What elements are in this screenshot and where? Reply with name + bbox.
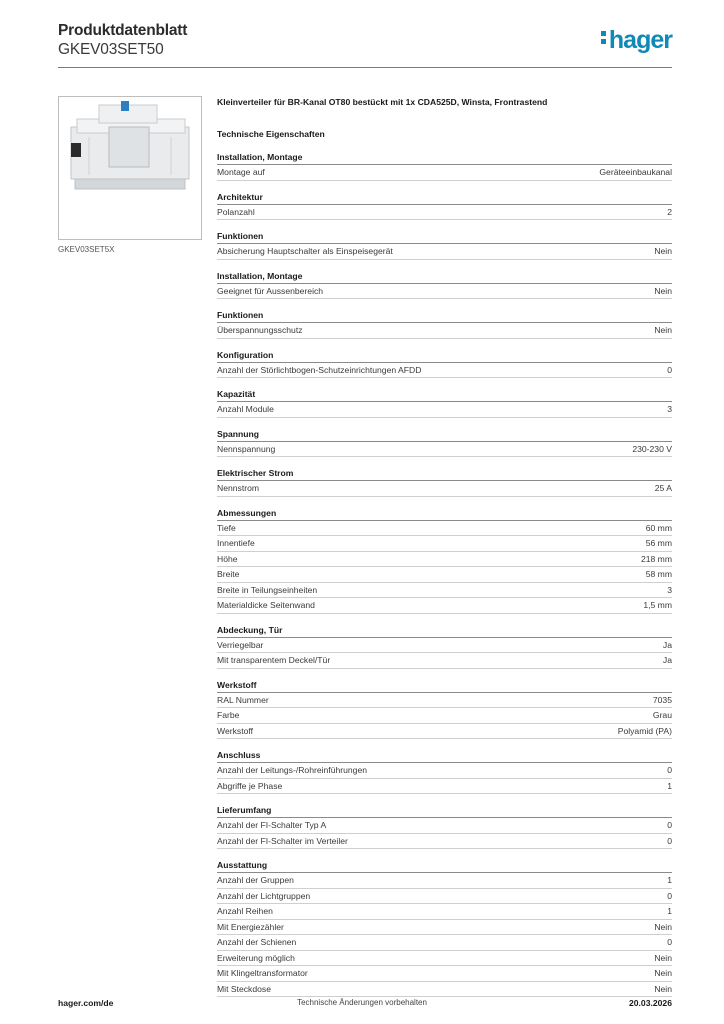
section-heading: Elektrischer Strom xyxy=(217,467,672,481)
property-value: 56 mm xyxy=(645,538,672,548)
property-value: 25 A xyxy=(654,483,672,493)
property-section xyxy=(217,428,672,458)
property-value: Nein xyxy=(654,968,672,978)
section-heading: Ausstattung xyxy=(217,859,672,873)
property-row xyxy=(217,323,672,339)
property-value: Nein xyxy=(654,285,672,296)
property-label: Breite xyxy=(217,569,240,579)
property-section xyxy=(217,624,672,669)
property-label: Höhe xyxy=(217,553,238,564)
property-row xyxy=(217,693,672,709)
property-value: Grau xyxy=(652,710,672,720)
property-section xyxy=(217,349,672,379)
property-label: Farbe xyxy=(217,710,240,720)
property-value: 0 xyxy=(667,890,672,901)
property-section xyxy=(217,191,672,221)
property-row xyxy=(217,205,672,221)
header-divider xyxy=(58,67,672,68)
property-value: 0 xyxy=(667,937,672,947)
property-section xyxy=(217,804,672,849)
property-value: 3 xyxy=(667,584,672,595)
property-label: Breite in Teilungseinheiten xyxy=(217,584,318,595)
property-value: 0 xyxy=(667,765,672,775)
section-heading: Installation, Montage xyxy=(217,151,672,165)
property-label: Tiefe xyxy=(217,522,236,533)
property-value: Ja xyxy=(662,639,672,650)
property-row xyxy=(217,889,672,905)
property-row xyxy=(217,724,672,740)
distribution-box-icon xyxy=(59,97,201,239)
section-heading: Abdeckung, Tür xyxy=(217,624,672,638)
section-heading: Anschluss xyxy=(217,749,672,763)
property-value: 1 xyxy=(667,875,672,885)
property-label: Überspannungsschutz xyxy=(217,325,303,335)
property-value: Ja xyxy=(662,655,672,665)
property-row xyxy=(217,779,672,795)
property-label: Montage auf xyxy=(217,167,265,177)
property-section xyxy=(217,309,672,339)
property-row xyxy=(217,935,672,951)
property-label: Polanzahl xyxy=(217,206,255,217)
property-row xyxy=(217,521,672,537)
property-section xyxy=(217,859,672,997)
property-row xyxy=(217,567,672,583)
property-value: 0 xyxy=(667,835,672,846)
property-row xyxy=(217,818,672,834)
footer-date: 20.03.2026 xyxy=(628,998,672,1008)
property-label: Mit Klingeltransformator xyxy=(217,968,308,978)
property-value: 1 xyxy=(667,906,672,916)
property-section xyxy=(217,749,672,794)
property-section xyxy=(217,679,672,740)
property-row xyxy=(217,834,672,850)
property-row xyxy=(217,165,672,181)
property-row xyxy=(217,653,672,669)
property-row xyxy=(217,536,672,552)
property-label: Abgriffe je Phase xyxy=(217,780,283,791)
property-row xyxy=(217,244,672,260)
section-heading: Werkstoff xyxy=(217,679,672,693)
property-row xyxy=(217,638,672,654)
logo-colon-icon xyxy=(601,28,606,47)
property-value: 60 mm xyxy=(645,522,672,533)
property-value: 230-230 V xyxy=(632,443,672,454)
property-value: 2 xyxy=(667,206,672,217)
product-image-caption: GKEV03SET5X xyxy=(58,245,115,254)
properties-list xyxy=(217,151,672,997)
property-label: RAL Nummer xyxy=(217,694,269,705)
property-label: Geeignet für Aussenbereich xyxy=(217,285,324,296)
product-image xyxy=(58,96,202,240)
property-label: Innentiefe xyxy=(217,538,255,548)
property-label: Anzahl der Gruppen xyxy=(217,875,294,885)
property-section xyxy=(217,388,672,418)
property-value: 3 xyxy=(667,404,672,414)
section-heading: Konfiguration xyxy=(217,349,672,363)
property-value: 58 mm xyxy=(645,569,672,579)
property-section xyxy=(217,151,672,181)
section-heading: Lieferumfang xyxy=(217,804,672,818)
property-value: 1 xyxy=(667,780,672,791)
property-value: 7035 xyxy=(652,694,672,705)
property-row xyxy=(217,363,672,379)
product-description: Kleinverteiler für BR-Kanal OT80 bestückt mit 1x CDA525D, Winsta, Frontrastend xyxy=(217,97,548,107)
property-label: Werkstoff xyxy=(217,725,253,736)
property-value: 1,5 mm xyxy=(643,600,672,610)
property-section xyxy=(217,467,672,497)
property-value: Nein xyxy=(654,921,672,932)
property-row xyxy=(217,966,672,982)
property-label: Absicherung Hauptschalter als Einspeisegerät xyxy=(217,246,393,256)
footer-note: Technische Änderungen vorbehalten xyxy=(297,998,427,1007)
property-label: Anzahl der Leitungs-/Rohreinführungen xyxy=(217,765,368,775)
section-heading: Kapazität xyxy=(217,388,672,402)
property-value: Nein xyxy=(654,952,672,963)
product-number: GKEV03SET50 xyxy=(58,41,164,58)
hager-logo xyxy=(601,26,672,55)
property-row xyxy=(217,284,672,300)
property-row xyxy=(217,442,672,458)
property-value: Nein xyxy=(654,246,672,256)
section-heading: Architektur xyxy=(217,191,672,205)
property-value: Nein xyxy=(654,325,672,335)
property-row xyxy=(217,552,672,568)
property-row xyxy=(217,873,672,889)
property-label: Mit transparentem Deckel/Tür xyxy=(217,655,331,665)
property-label: Mit Steckdose xyxy=(217,983,271,994)
property-row xyxy=(217,583,672,599)
property-row xyxy=(217,982,672,998)
property-label: Anzahl der Schienen xyxy=(217,937,297,947)
property-label: Nennstrom xyxy=(217,483,260,493)
property-value: Polyamid (PA) xyxy=(617,725,672,736)
property-label: Anzahl der Störlichtbogen-Schutzeinrichtungen AFDD xyxy=(217,364,422,375)
property-label: Erweiterung möglich xyxy=(217,952,295,963)
property-row xyxy=(217,481,672,497)
section-heading: Installation, Montage xyxy=(217,270,672,284)
logo-text: hager xyxy=(608,26,672,54)
property-label: Anzahl Reihen xyxy=(217,906,273,916)
property-row xyxy=(217,920,672,936)
property-row xyxy=(217,904,672,920)
property-label: Anzahl der FI-Schalter im Verteiler xyxy=(217,835,348,846)
technical-properties-title: Technische Eigenschaften xyxy=(217,129,325,139)
property-value: 0 xyxy=(667,364,672,375)
property-section xyxy=(217,230,672,260)
footer-website: hager.com/de xyxy=(58,998,114,1008)
property-label: Nennspannung xyxy=(217,443,276,454)
property-row xyxy=(217,708,672,724)
property-label: Mit Energiezähler xyxy=(217,921,284,932)
property-section xyxy=(217,507,672,614)
property-section xyxy=(217,270,672,300)
property-value: 0 xyxy=(667,820,672,830)
section-heading: Funktionen xyxy=(217,309,672,323)
property-label: Anzahl der FI-Schalter Typ A xyxy=(217,820,327,830)
property-value: 218 mm xyxy=(640,553,672,564)
property-label: Verriegelbar xyxy=(217,639,264,650)
section-heading: Spannung xyxy=(217,428,672,442)
property-label: Materialdicke Seitenwand xyxy=(217,600,315,610)
property-value: Geräteeinbaukanal xyxy=(599,167,672,177)
property-value: Nein xyxy=(654,983,672,994)
section-heading: Abmessungen xyxy=(217,507,672,521)
page-header xyxy=(58,20,672,68)
property-label: Anzahl Module xyxy=(217,404,274,414)
page-title: Produktdatenblatt xyxy=(58,22,188,39)
property-row xyxy=(217,763,672,779)
property-row xyxy=(217,402,672,418)
product-data-content xyxy=(217,95,672,997)
property-row xyxy=(217,951,672,967)
property-label: Anzahl der Lichtgruppen xyxy=(217,890,311,901)
property-row xyxy=(217,598,672,614)
section-heading: Funktionen xyxy=(217,230,672,244)
